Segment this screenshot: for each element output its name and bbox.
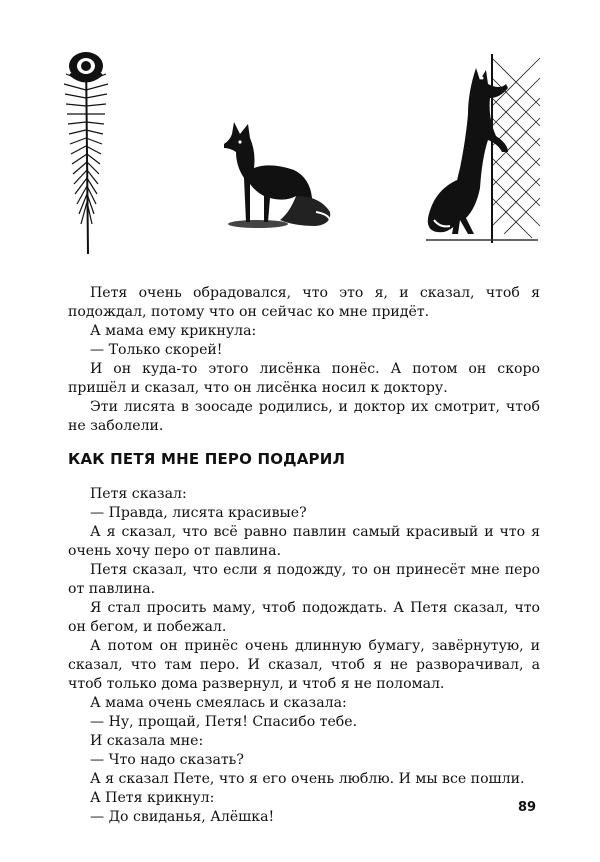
- dialogue-line: — Правда, лисята красивые?: [90, 505, 307, 521]
- dialogue-line: — До свиданья, Алёшка!: [90, 809, 275, 825]
- chapter-title: КАК ПЕТЯ МНЕ ПЕРО ПОДАРИЛ: [68, 450, 346, 468]
- peacock-feather-illustration: [60, 44, 112, 256]
- paragraph: А мама очень смеялась и сказала:: [90, 695, 347, 711]
- paragraph: А я сказал, что всё равно павлин самый красивый и что я очень хочу перо от павлина.: [68, 524, 540, 559]
- dialogue-line: — Ну, прощай, Петя! Спасибо тебе.: [90, 714, 358, 730]
- fox-climbing-fence-illustration: [422, 48, 542, 248]
- page-number: 89: [518, 800, 537, 815]
- paragraph: Эти лисята в зоосаде родились, и доктор их смотрит, чтоб не заболели.: [68, 399, 540, 434]
- paragraph: И он куда-то этого лисёнка понёс. А потом он скоро пришёл и сказал, что он лисёнка носил к доктору.: [68, 361, 540, 396]
- paragraph: А я сказал Пете, что я его очень люблю. И мы все пошли.: [90, 771, 525, 787]
- paragraph: Я стал просить маму, чтоб подождать. А Петя сказал, что он бегом, и побежал.: [68, 600, 540, 635]
- fox-cub-standing-illustration: [210, 112, 340, 238]
- chapter-text: [68, 485, 540, 827]
- paragraph: Петя сказал:: [90, 486, 187, 502]
- dialogue-line: — Что надо сказать?: [90, 752, 244, 768]
- paragraph: И сказала мне:: [90, 733, 204, 749]
- paragraph: А Петя крикнул:: [90, 790, 215, 806]
- paragraph: Петя сказал, что если я подожду, то он принесёт мне перо от павлина.: [68, 562, 540, 597]
- story-continuation: [68, 284, 540, 436]
- paragraph: А потом он принёс очень длинную бумагу, завёрнутую, и сказал, что там перо. И сказал, чтоб я не разворачивал, а чтоб только дома развернул, и чтоб я не поломал.: [68, 638, 540, 692]
- paragraph: Петя очень обрадовался, что это я, и сказал, чтоб я подождал, потому что он сейчас ко мне придёт.: [68, 285, 540, 320]
- dialogue-line: — Только скорей!: [90, 342, 223, 358]
- paragraph: А мама ему крикнула:: [90, 323, 257, 339]
